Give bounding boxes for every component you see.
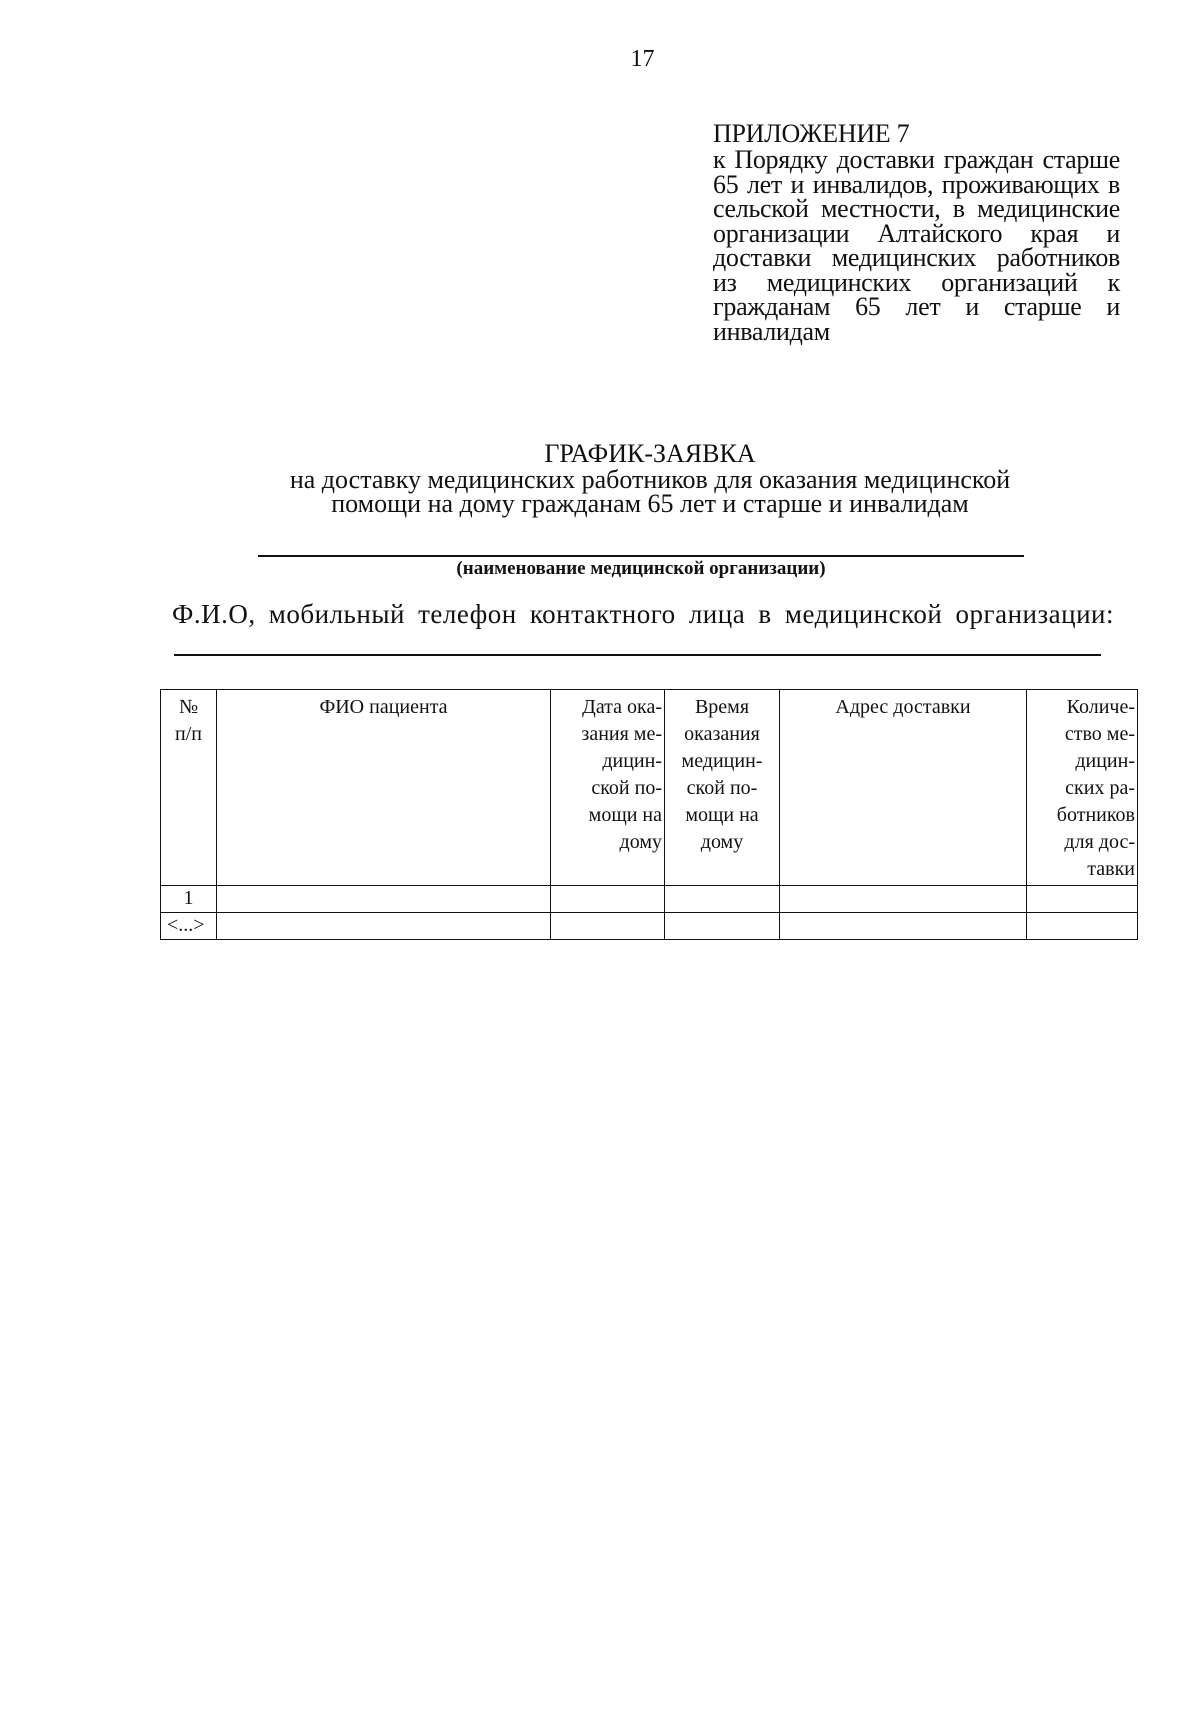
table-row: [161, 913, 1138, 940]
header-cell-time: Время оказания медицин- ской по- мощи на дому: [665, 690, 780, 886]
header-cell-worker-count: Количе- ство ме- дицин- ских ра- ботников для дос- тавки: [1027, 690, 1138, 886]
contact-person-field-line: [174, 654, 1101, 656]
form-subtitle-line-2: помощи на дому гражданам 65 лет и старше и инвалидам: [331, 489, 969, 518]
header-cell-date: Дата ока- зания ме- дицин- ской по- мощи на дому: [551, 690, 665, 886]
table-cell: [1027, 913, 1138, 940]
form-title: ГРАФИК-ЗАЯВКА: [544, 439, 756, 468]
table-cell: [665, 913, 780, 940]
page-number: 17: [630, 46, 655, 72]
table-cell: 1: [161, 886, 217, 913]
form-subtitle-line-1: на доставку медицинских работников для оказания медицинской: [289, 465, 1011, 494]
table-cell: <...>: [161, 913, 217, 940]
table-cell: [1027, 886, 1138, 913]
header-cell-address: Адрес доставки: [780, 690, 1027, 886]
table-cell: [217, 913, 551, 940]
table-cell: [551, 913, 665, 940]
appendix-text: к Порядку доставки граждан старше 65 лет и инвалидов, проживающих в сельской местности, в медицинские организации Алтайского края и доставки медицинских работников из медицинских организаций к гражданам 65 лет и старше и инвалидам: [713, 145, 1120, 346]
appendix-title: ПРИЛОЖЕНИЕ 7: [713, 119, 910, 148]
table-cell: [217, 886, 551, 913]
contact-person-label: Ф.И.О, мобильный телефон контактного лица в медицинской организации:: [172, 599, 1114, 629]
table-cell: [551, 886, 665, 913]
schedule-table: [160, 689, 1138, 940]
org-name-field-line: [258, 555, 1024, 557]
header-cell-patient-name: ФИО пациента: [217, 690, 551, 886]
form-heading: [150, 440, 1150, 516]
table-cell: [665, 886, 780, 913]
table-row: [161, 886, 1138, 913]
header-cell-number: № п/п: [161, 690, 217, 886]
table-cell: [780, 913, 1027, 940]
table-header-row: [161, 690, 1138, 886]
org-name-caption: (наименование медицинской организации): [456, 558, 826, 579]
table-cell: [780, 886, 1027, 913]
appendix-block: [713, 120, 1120, 344]
